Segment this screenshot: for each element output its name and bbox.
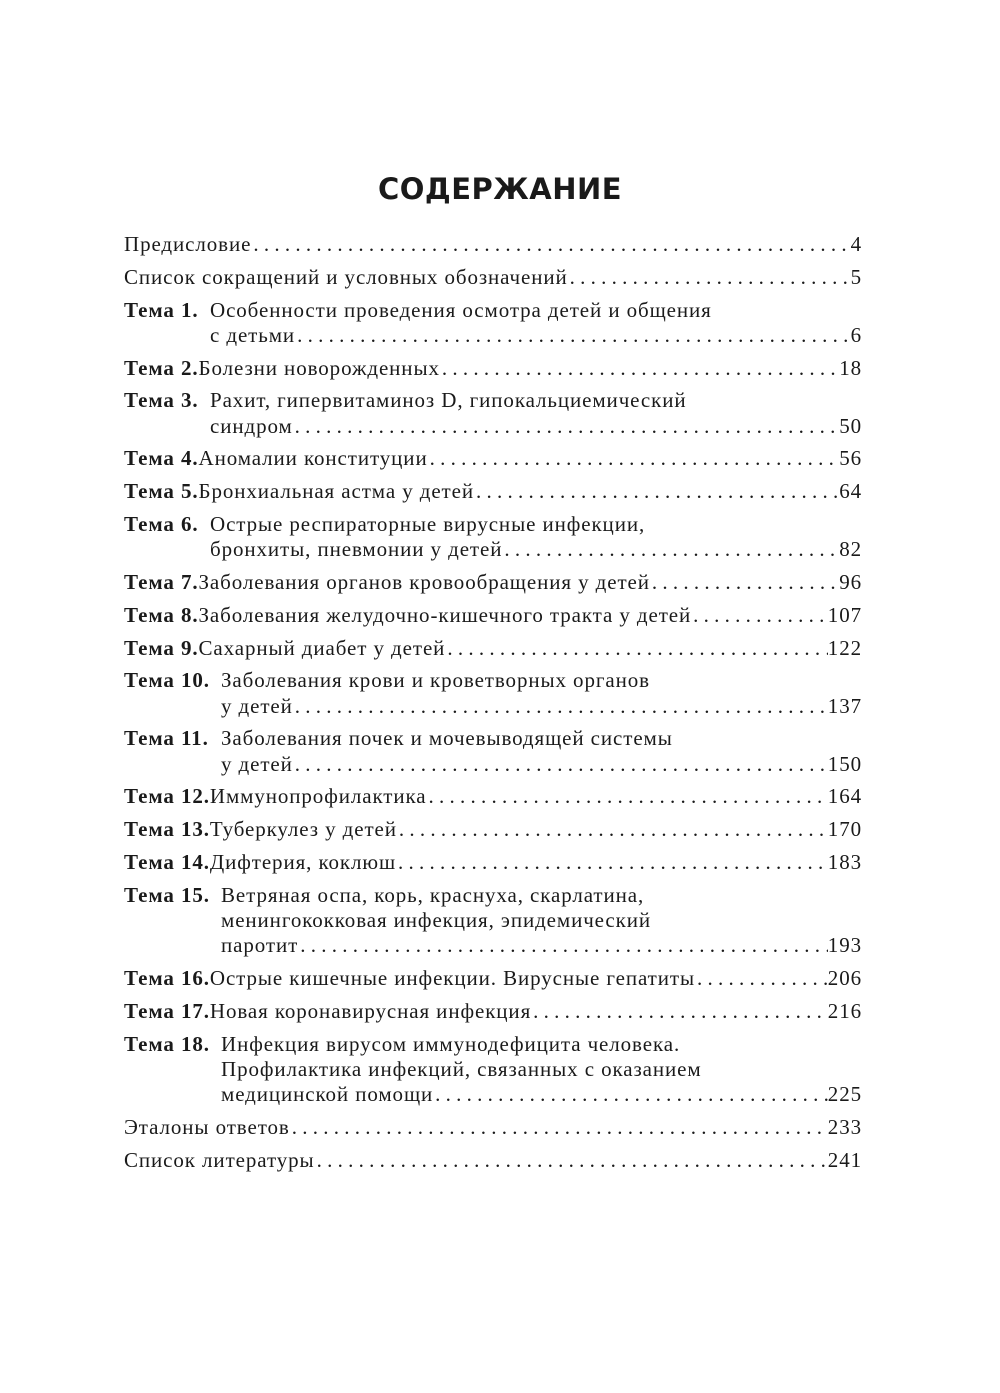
toc-dot-leader (396, 849, 828, 875)
toc-entry-title: Бронхиальная астма у детей (198, 479, 474, 504)
toc-line (124, 478, 862, 504)
toc-entry-title: Заболевания органов кровообращения у детей (198, 570, 650, 594)
toc-dot-leader (474, 478, 839, 504)
toc-topic-label: Тема 3. (124, 388, 199, 413)
toc-line (124, 932, 862, 958)
toc-line (124, 1114, 862, 1140)
toc-entry-title: Предисловие (124, 232, 252, 256)
toc-entry-title: Острые кишечные инфекции. Вирусные гепатиты (209, 966, 695, 990)
toc-line (124, 511, 862, 537)
toc-line (124, 322, 862, 348)
toc-dot-leader (445, 635, 827, 661)
toc-page-number: 6 (850, 322, 862, 347)
toc-page-number: 193 (827, 933, 862, 958)
toc-dot-leader (695, 965, 828, 991)
toc-line (124, 783, 862, 809)
toc-topic-label: Тема 12. (124, 784, 210, 809)
toc-dot-leader (440, 355, 839, 381)
toc-topic-label: Тема 10. (124, 668, 210, 693)
toc-page-number: 137 (827, 693, 862, 718)
toc-line (124, 882, 862, 908)
toc-dot-leader (293, 751, 828, 777)
toc-page-number: 56 (839, 446, 862, 471)
toc-page-number: 18 (839, 355, 862, 380)
toc-dot-leader (293, 413, 840, 439)
toc-topic-label: Тема 17. (124, 998, 210, 1023)
toc-dot-leader (433, 1081, 828, 1107)
toc-page-number: 225 (827, 1081, 862, 1106)
toc-page-number: 216 (827, 998, 862, 1023)
toc-topic-label: Тема 4. (124, 446, 199, 471)
toc-dot-leader (428, 445, 840, 471)
toc-line (124, 297, 862, 323)
toc-line (124, 816, 862, 842)
toc-page-number: 82 (839, 537, 862, 562)
toc-line (124, 907, 862, 933)
toc-entry-title: Дифтерия, коклюш (209, 850, 397, 874)
toc-entry-title: Болезни новорожденных (198, 355, 440, 380)
toc-topic-label: Тема 2. (124, 355, 199, 380)
toc-line (124, 264, 862, 290)
toc-entry-title: Сахарный диабет у детей (198, 635, 446, 660)
toc-page-number: 183 (827, 850, 862, 874)
toc-page-number: 5 (850, 264, 862, 289)
toc-topic-label: Тема 8. (124, 602, 199, 627)
toc-entry-title: Туберкулез у детей (209, 817, 397, 842)
toc-page-number: 64 (839, 479, 862, 504)
toc-line (124, 445, 862, 471)
toc-line (124, 387, 862, 413)
toc-topic-label: Тема 6. (124, 512, 199, 536)
toc-line (124, 693, 862, 719)
toc-topic-label: Тема 9. (124, 635, 199, 660)
toc-dot-leader (315, 1147, 828, 1173)
toc-entry-title: Иммунопрофилактика (209, 784, 427, 809)
toc-line (124, 231, 862, 257)
toc-entry-title: медицинской помощи (221, 1081, 434, 1106)
toc-page-number: 50 (839, 413, 862, 438)
toc-line (124, 849, 862, 875)
toc-dot-leader (650, 569, 839, 595)
toc-line (124, 413, 862, 439)
toc-line (124, 667, 862, 693)
toc-page-number: 164 (827, 784, 862, 809)
toc-line (124, 965, 862, 991)
toc-entry-title: паротит (221, 933, 299, 958)
toc-dot-leader (691, 602, 828, 628)
toc-entry-title: Острые респираторные вирусные инфекции, (210, 512, 646, 536)
toc-dot-leader (502, 536, 839, 562)
toc-entry-title: Профилактика инфекций, связанных с оказанием (221, 1056, 702, 1081)
toc-entry-title: Рахит, гипервитаминоз D, гипокальциемический (210, 388, 687, 413)
toc-dot-leader (568, 264, 851, 290)
toc-entry-title: с детьми (210, 322, 296, 347)
toc-topic-label: Тема 11. (124, 726, 209, 751)
toc-entry-title: Список сокращений и условных обозначений (124, 264, 568, 289)
toc-topic-label: Тема 13. (124, 817, 210, 842)
toc-dot-leader (531, 998, 828, 1024)
toc-entry-title: Заболевания желудочно-кишечного тракта у детей (198, 602, 692, 627)
toc-entry-title: Инфекция вирусом иммунодефицита человека. (221, 1031, 681, 1056)
toc-dot-leader (251, 231, 850, 257)
toc-line (124, 751, 862, 777)
toc-entry-title: Эталоны ответов (124, 1114, 290, 1139)
toc-entry-title: у детей (221, 751, 293, 776)
toc-entry-title: менингококковая инфекция, эпидемический (221, 907, 652, 932)
toc-line (124, 602, 862, 628)
toc-entry-title: у детей (221, 693, 293, 718)
toc-topic-label: Тема 14. (124, 850, 210, 874)
toc-page-number: 170 (827, 817, 862, 842)
toc-page-number: 107 (827, 602, 862, 627)
toc-line (124, 1147, 862, 1173)
toc-topic-label: Тема 18. (124, 1031, 210, 1056)
toc-dot-leader (397, 816, 828, 842)
toc-entry-title: Заболевания почек и мочевыводящей системы (221, 726, 673, 751)
toc-page-number: 150 (827, 751, 862, 776)
toc-page-number: 233 (827, 1114, 862, 1139)
toc-line (124, 1056, 862, 1082)
toc-dot-leader (427, 783, 828, 809)
toc-line (124, 635, 862, 661)
toc-dot-leader (298, 932, 828, 958)
toc-line (124, 1031, 862, 1057)
toc-page-number: 241 (827, 1147, 862, 1172)
toc-entry-title: Ветряная оспа, корь, краснуха, скарлатина, (221, 882, 645, 907)
toc-topic-label: Тема 1. (124, 297, 199, 322)
toc-entry-title: Список литературы (124, 1147, 315, 1172)
toc-topic-label: Тема 7. (124, 570, 199, 594)
toc-entry-title: синдром (210, 413, 293, 438)
toc-entry-title: Аномалии конституции (198, 446, 428, 471)
toc-dot-leader (295, 322, 851, 348)
toc-topic-label: Тема 15. (124, 882, 210, 907)
toc-line (124, 569, 862, 595)
toc-line (124, 355, 862, 381)
toc-topic-label: Тема 5. (124, 479, 199, 504)
toc-page-number: 4 (850, 232, 862, 256)
toc-line (124, 536, 862, 562)
toc-dot-leader (293, 693, 828, 719)
toc-line (124, 998, 862, 1024)
page-title: СОДЕРЖАНИЕ (377, 172, 623, 206)
toc-dot-leader (290, 1114, 828, 1140)
toc-page-number: 96 (839, 570, 862, 594)
toc-page-number: 206 (827, 966, 862, 990)
toc-entry-title: Заболевания крови и кроветворных органов (221, 668, 650, 693)
toc-topic-label: Тема 16. (124, 966, 210, 990)
toc-entry-title: Новая коронавирусная инфекция (209, 998, 532, 1023)
toc-entry-title: Особенности проведения осмотра детей и общения (210, 297, 712, 322)
toc-line (124, 725, 862, 751)
toc-entry-title: бронхиты, пневмонии у детей (210, 537, 503, 562)
toc-page-number: 122 (827, 635, 862, 660)
toc-line (124, 1081, 862, 1107)
